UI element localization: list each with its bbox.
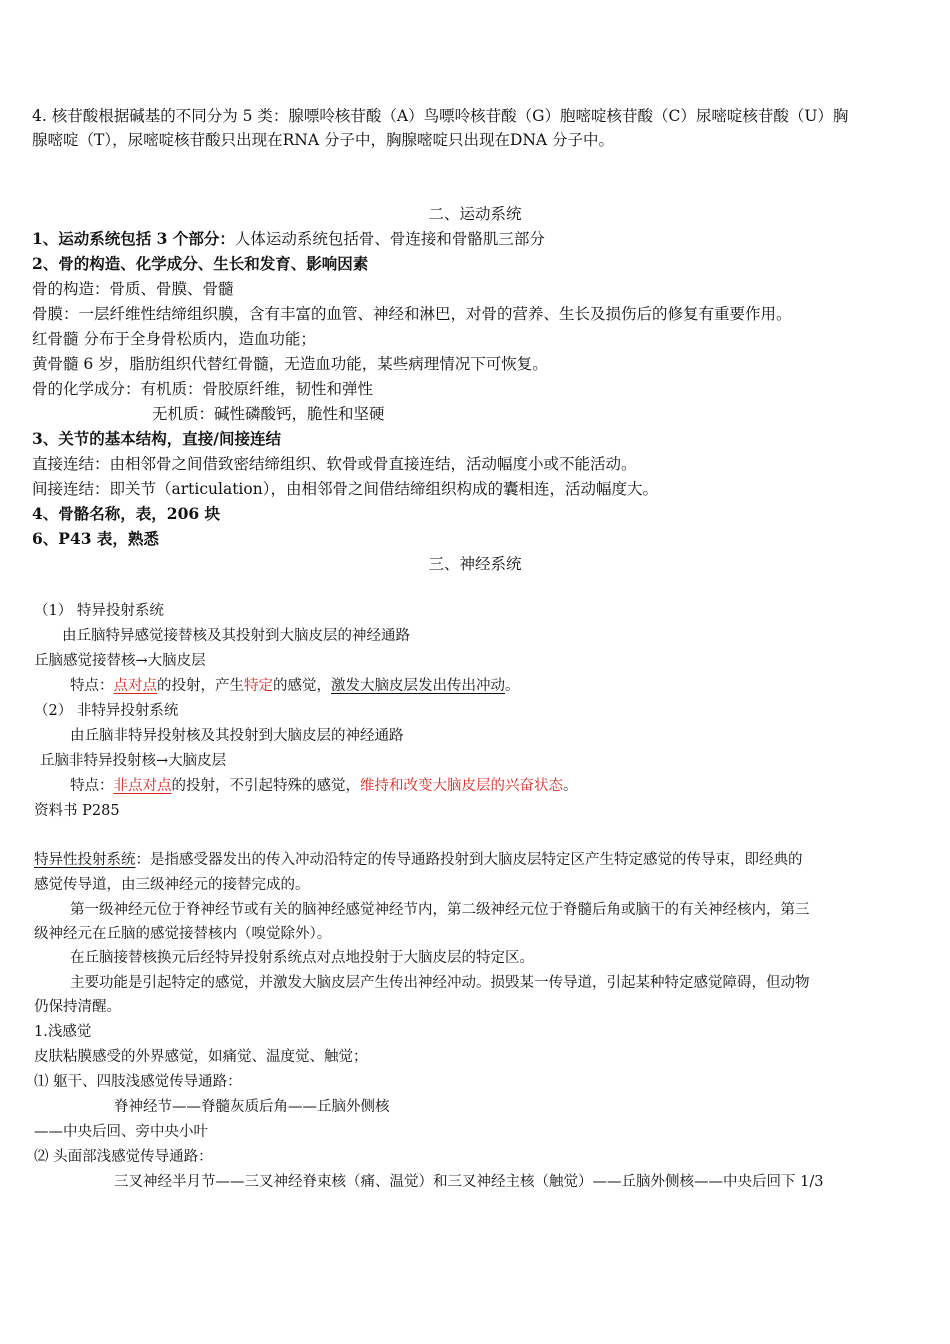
chem-inorganic: 无机质：碱性磷酸钙，脆性和坚硬 [152, 405, 385, 423]
specific-definition: 由丘脑特异感觉接替核及其投射到大脑皮层的神经通路 [62, 628, 410, 644]
specific-feature-label: 特点： [70, 678, 114, 694]
nonspecific-definition: 由丘脑非特异投射核及其投射到大脑皮层的神经通路 [70, 728, 404, 744]
specific-feature [70, 676, 520, 696]
specific-feature-end: 。 [505, 678, 520, 694]
nucleotide-line-2: 腺嘧啶（T），尿嘧啶核苷酸只出现在RNA 分子中，胸腺嘧啶只出现在DNA 分子中。 [32, 131, 615, 149]
pathway-1-step-a: 脊神经节——脊髓灰质后角——丘脑外侧核 [114, 1099, 390, 1115]
nonspecific-title: （2） 非特异投射系统 [34, 703, 179, 719]
pathway-1-title: ⑴ 躯干、四肢浅感觉传导通路： [34, 1074, 242, 1090]
nonspecific-feature [70, 776, 578, 796]
specific-system-def-1: ：是指感受器发出的传入冲动沿特定的传导通路投射到大脑皮层特定区产生特定感觉的传导束，即经典的 [135, 852, 803, 868]
direct-joint: 直接连结：由相邻骨之间借致密结缔组织、软骨或骨直接连结，活动幅度小或不能活动。 [32, 455, 637, 473]
function-line-2: 仍保持清醒。 [34, 999, 121, 1015]
chem-organic: 骨的化学成分：有机质：骨胶原纤维，韧性和弹性 [32, 380, 374, 398]
motor-q2: 2、骨的构造、化学成分、生长和发育、影响因素 [32, 254, 369, 273]
nucleotide-line-1: 4. 核苷酸根据碱基的不同分为 5 类：腺嘌呤核苷酸（A）鸟嘌呤核苷酸（G）胞嘧啶核苷酸（C）尿嘧啶核苷酸（U）胸 [32, 107, 849, 125]
specific-feature-red-2: 特定 [244, 678, 273, 694]
relay-projection: 在丘脑接替核换元后经特异投射系统点对点地投射于大脑皮层的特定区。 [70, 950, 534, 966]
nervous-heading: 三、神经系统 [428, 555, 522, 573]
function-line-1: 主要功能是引起特定的感觉，并激发大脑皮层产生传出神经冲动。损毁某一传导道，引起某种特定感觉障碍，但动物 [70, 975, 810, 991]
indirect-joint: 间接连结：即关节（articulation），由相邻骨之间借结缔组织构成的囊相连，活动幅度大。 [32, 480, 658, 498]
motor-q1-label: 1、运动系统包括 3 个部分： [32, 229, 235, 248]
specific-feature-red-1: 点对点 [113, 678, 157, 694]
periosteum: 骨膜：一层纤维性结缔组织膜，含有丰富的血管、神经和淋巴，对骨的营养、生长及损伤后的修复有重要作用。 [32, 305, 792, 323]
specific-feature-text-1: 的投射，产生 [157, 678, 244, 694]
shallow-sense-definition: 皮肤粘膜感受的外界感觉，如痛觉、温度觉、触觉； [34, 1049, 368, 1065]
motor-q1 [32, 229, 545, 249]
yellow-marrow: 黄骨髓 6 岁，脂肪组织代替红骨髓，无造血功能，某些病理情况下可恢复。 [32, 355, 548, 373]
nonspecific-feature-red-1: 非点对点 [113, 778, 172, 794]
motor-q3: 3、关节的基本结构，直接/间接连结 [32, 429, 281, 448]
nonspecific-feature-text-1: 的投射，不引起特殊的感觉， [171, 778, 360, 794]
nonspecific-pathway: 丘脑非特异投射核→大脑皮层 [40, 753, 227, 769]
motor-q1-text: 人体运动系统包括骨、骨连接和骨骼肌三部分 [234, 230, 545, 248]
pathway-2-title: ⑵ 头面部浅感觉传导通路： [34, 1149, 213, 1165]
specific-system-definition [34, 850, 803, 870]
specific-title: （1） 特异投射系统 [34, 603, 164, 619]
nonspecific-feature-red-2: 维持和改变大脑皮层的兴奋状态 [360, 778, 563, 794]
motor-heading: 二、运动系统 [428, 205, 522, 223]
shallow-sense-title: 1.浅感觉 [34, 1024, 92, 1040]
pathway-2-step-a: 三叉神经半月节——三叉神经脊束核（痛、温觉）和三叉神经主核（触觉）——丘脑外侧核——中央后回下 1/3 [114, 1174, 824, 1190]
specific-feature-underlined: 激发大脑皮层发出传出冲动 [331, 678, 505, 694]
motor-q4: 4、骨骼名称，表，206 块 [32, 504, 221, 523]
reference-note: 资料书 P285 [34, 803, 120, 819]
motor-q6: 6、P43 表，熟悉 [32, 529, 159, 548]
neuron-line-2: 级神经元在丘脑的感觉接替核内（嗅觉除外）。 [34, 926, 332, 942]
specific-feature-text-2: 的感觉， [273, 678, 331, 694]
neuron-line-1: 第一级神经元位于脊神经节或有关的脑神经感觉神经节内，第二级神经元位于脊髓后角或脑干的有关神经核内，第三 [70, 902, 810, 918]
bone-structure: 骨的构造：骨质、骨膜、骨髓 [32, 280, 234, 298]
specific-system-term: 特异性投射系统 [34, 852, 136, 868]
pathway-1-step-b: ——中央后回、旁中央小叶 [34, 1124, 208, 1140]
nonspecific-feature-label: 特点： [70, 778, 114, 794]
nonspecific-feature-end: 。 [563, 778, 578, 794]
red-marrow: 红骨髓 分布于全身骨松质内，造血功能； [32, 330, 316, 348]
specific-system-def-2: 感觉传导道，由三级神经元的接替完成的。 [34, 877, 310, 893]
specific-pathway: 丘脑感觉接替核→大脑皮层 [34, 653, 206, 669]
